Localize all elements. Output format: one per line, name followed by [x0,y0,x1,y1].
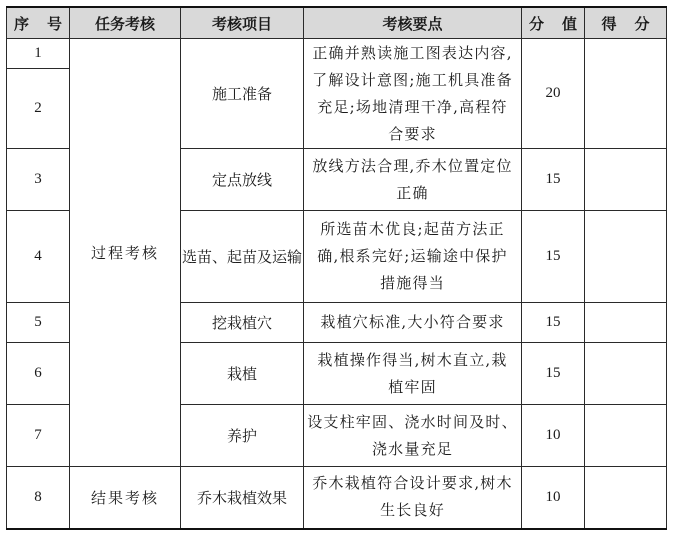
row-number: 4 [7,211,70,303]
row-number: 5 [7,303,70,343]
header-index: 序 号 [7,7,70,39]
obtained-score-cell[interactable] [585,211,667,303]
item-name: 定点放线 [181,149,304,211]
item-score: 15 [522,149,585,211]
row-number: 3 [7,149,70,211]
item-score: 15 [522,343,585,405]
item-points: 栽植穴标准,大小符合要求 [304,303,522,343]
item-name: 挖栽植穴 [181,303,304,343]
item-name: 施工准备 [181,39,304,149]
item-score: 10 [522,405,585,467]
item-points: 乔木栽植符合设计要求,树木 生长良好 [304,467,522,529]
obtained-score-cell[interactable] [585,467,667,529]
header-item: 考核项目 [181,7,304,39]
header-obtained: 得 分 [585,7,667,39]
row-number: 1 [7,39,70,69]
header-row [7,7,667,39]
item-name: 选苗、起苗及运输 [181,211,304,303]
assessment-table [6,6,667,530]
item-name: 乔木栽植效果 [181,467,304,529]
task-group-result: 结果考核 [70,467,181,529]
item-score: 20 [522,39,585,149]
item-points: 所选苗木优良;起苗方法正 确,根系完好;运输途中保护 措施得当 [304,211,522,303]
obtained-score-cell[interactable] [585,149,667,211]
header-task: 任务考核 [70,7,181,39]
item-name: 栽植 [181,343,304,405]
item-name: 养护 [181,405,304,467]
header-points: 考核要点 [304,7,522,39]
row-number: 7 [7,405,70,467]
item-points: 放线方法合理,乔木位置定位 正确 [304,149,522,211]
item-points: 正确并熟读施工图表达内容, 了解设计意图;施工机具准备 充足;场地清理干净,高程符 合要求 [304,39,522,149]
row-number: 2 [7,69,70,149]
item-score: 15 [522,211,585,303]
item-score: 10 [522,467,585,529]
obtained-score-cell[interactable] [585,303,667,343]
item-score: 15 [522,303,585,343]
obtained-score-cell[interactable] [585,39,667,149]
table-row [7,467,667,529]
table-row [7,39,667,69]
obtained-score-cell[interactable] [585,405,667,467]
row-number: 6 [7,343,70,405]
header-score: 分 值 [522,7,585,39]
obtained-score-cell[interactable] [585,343,667,405]
item-points: 设支柱牢固、浇水时间及时、 浇水量充足 [304,405,522,467]
task-group-process: 过程考核 [70,39,181,467]
row-number: 8 [7,467,70,529]
item-points: 栽植操作得当,树木直立,栽 植牢固 [304,343,522,405]
